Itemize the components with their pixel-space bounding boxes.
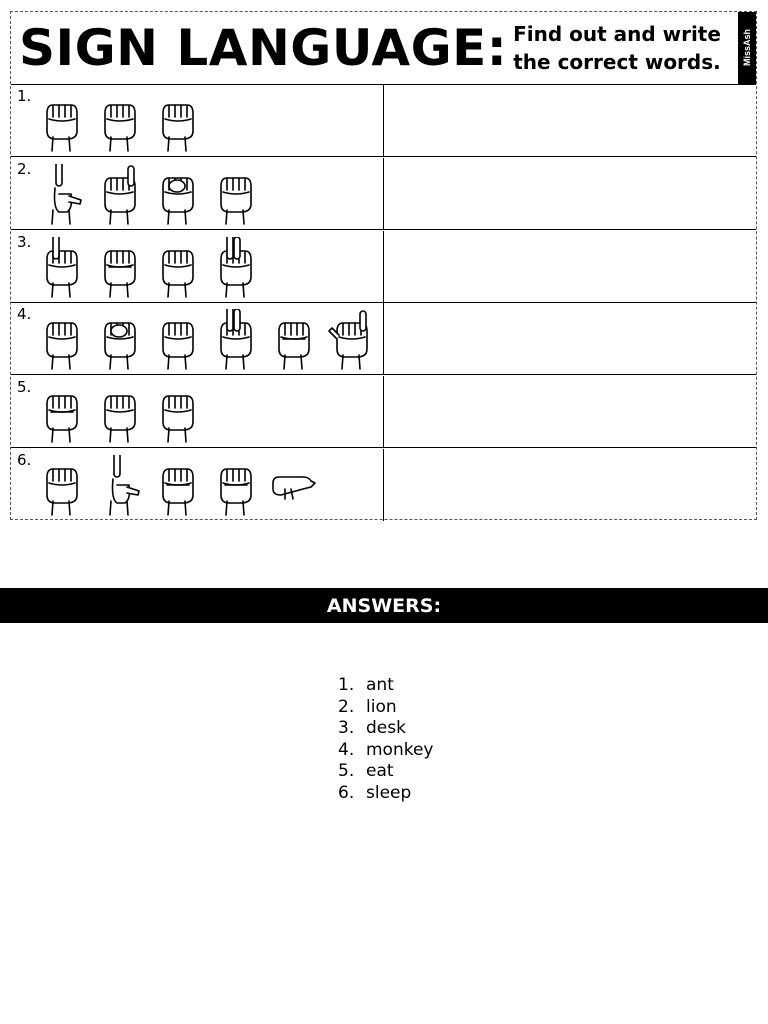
answer-write-space[interactable]: [385, 303, 755, 374]
row-number: 4.: [17, 305, 32, 323]
row-number: 1.: [17, 87, 32, 105]
sign-sequence: [37, 87, 201, 153]
hand-sign-icon: [95, 382, 143, 444]
answer-number: 1.: [338, 675, 355, 695]
column-divider: [383, 85, 384, 156]
answer-number: 4.: [338, 739, 355, 760]
hand-sign-icon: [153, 455, 201, 517]
answer-write-space[interactable]: [385, 231, 755, 302]
instruction-line-2: the correct words.: [513, 50, 721, 74]
hand-sign-icon: [153, 382, 201, 444]
hand-sign-icon: [153, 164, 201, 226]
answer-number: 6.: [338, 782, 355, 803]
row-number: 5.: [17, 378, 32, 396]
answer-item: [338, 697, 434, 719]
hand-sign-icon: [211, 309, 259, 371]
puzzle-row-2: [11, 158, 756, 230]
hand-sign-icon: [37, 164, 85, 226]
answer-write-space[interactable]: [385, 449, 755, 521]
hand-sign-icon: [211, 164, 259, 226]
answer-item: [338, 761, 434, 783]
puzzle-row-6: [11, 449, 756, 521]
answers-heading: ANSWERS:: [326, 594, 442, 617]
hand-sign-icon: [153, 237, 201, 299]
answer-word: eat: [366, 761, 394, 781]
brand-tab: [738, 12, 756, 84]
answers-banner: [0, 588, 768, 623]
puzzle-row-3: [11, 231, 756, 303]
column-divider: [383, 158, 384, 229]
hand-sign-icon: [327, 309, 375, 371]
hand-sign-icon: [95, 309, 143, 371]
answer-item: [338, 740, 434, 762]
answer-word: ant: [366, 675, 394, 695]
sign-sequence: [37, 451, 317, 517]
hand-sign-icon: [153, 309, 201, 371]
hand-sign-icon: [95, 455, 143, 517]
row-number: 2.: [17, 160, 32, 178]
puzzle-row-5: [11, 376, 756, 448]
answer-word: lion: [366, 696, 397, 717]
instruction-text: [507, 20, 727, 76]
hand-sign-icon: [37, 237, 85, 299]
answer-item: [338, 675, 434, 697]
hand-sign-icon: [95, 164, 143, 226]
hand-sign-icon: [37, 455, 85, 517]
answer-number: 3.: [338, 718, 355, 738]
worksheet: [10, 11, 757, 520]
row-number: 6.: [17, 451, 32, 469]
column-divider: [383, 303, 384, 374]
hand-sign-icon: [153, 91, 201, 153]
answer-number: 2.: [338, 696, 355, 717]
puzzle-row-1: [11, 85, 756, 157]
hand-sign-icon: [95, 91, 143, 153]
hand-sign-icon: [269, 309, 317, 371]
answer-write-space[interactable]: [385, 158, 755, 229]
puzzle-row-4: [11, 303, 756, 375]
worksheet-title: SIGN LANGUAGE:: [19, 19, 508, 77]
hand-sign-icon: [95, 237, 143, 299]
hand-sign-icon: [37, 309, 85, 371]
answer-item: [338, 718, 434, 740]
hand-sign-icon: [211, 455, 259, 517]
row-number: 3.: [17, 233, 32, 251]
hand-sign-icon: [211, 237, 259, 299]
answer-write-space[interactable]: [385, 85, 755, 156]
sign-sequence: [37, 160, 259, 226]
sign-sequence: [37, 305, 375, 371]
answer-list: [338, 675, 434, 804]
answer-item: [338, 783, 434, 805]
worksheet-header: [11, 12, 756, 85]
column-divider: [383, 376, 384, 447]
answer-number: 5.: [338, 761, 355, 781]
column-divider: [383, 449, 384, 521]
answer-word: monkey: [366, 739, 434, 760]
hand-sign-icon: [269, 455, 317, 517]
sign-sequence: [37, 378, 201, 444]
answer-word: sleep: [366, 782, 412, 803]
instruction-line-1: Find out and write: [513, 22, 721, 46]
answer-write-space[interactable]: [385, 376, 755, 447]
hand-sign-icon: [37, 91, 85, 153]
sign-sequence: [37, 233, 259, 299]
brand-label: MissAsh: [742, 29, 752, 67]
column-divider: [383, 231, 384, 302]
hand-sign-icon: [37, 382, 85, 444]
answer-word: desk: [366, 718, 406, 738]
